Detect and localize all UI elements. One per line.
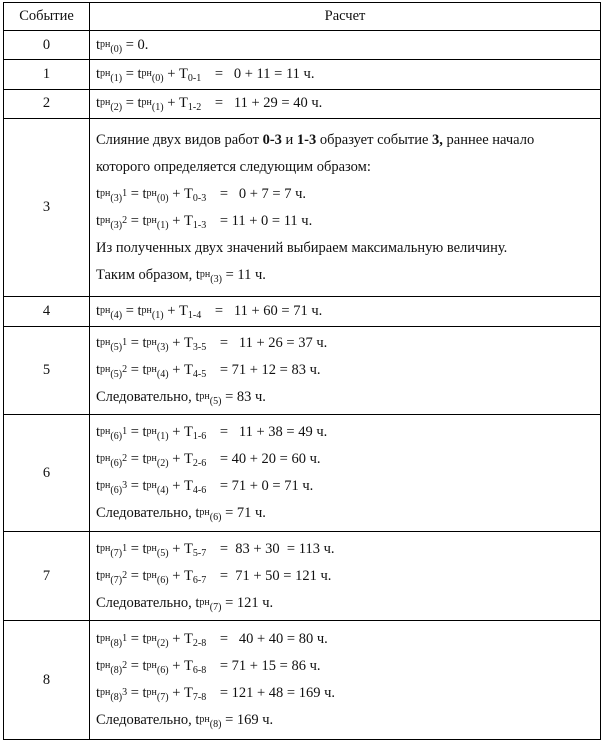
conclusion-line: Следовательно, $t^{рн}_{(7)} = 121$ ч. bbox=[96, 594, 274, 613]
formula-line: $t^{рн}_{(7)}^2 = t^{рн}_{(6)} + T_{6-7} = 71 + 50 = 121$ ч. bbox=[96, 567, 332, 586]
formula-line: $t^{рн}_{(2)} = t^{рн}_{(1)} + T_{1-2} = 11 + 29 = 40$ ч. bbox=[96, 95, 323, 114]
header-calculation: Расчет bbox=[90, 3, 601, 31]
formula-line: $t^{рн}_{(0)} = 0$. bbox=[96, 36, 149, 55]
table-row bbox=[4, 60, 601, 89]
formula-line: $t^{рн}_{(8)}^1 = t^{рн}_{(2)} + T_{2-8} = 40 + 40 = 80$ ч. bbox=[96, 631, 328, 650]
calc-cell bbox=[90, 89, 601, 118]
calculation-table bbox=[3, 2, 601, 740]
table-row bbox=[4, 532, 601, 621]
formula-line: $t^{рн}_{(8)}^2 = t^{рн}_{(6)} + T_{6-8} = 71 + 15 = 86$ ч. bbox=[96, 658, 321, 677]
calc-cell bbox=[90, 621, 601, 740]
event-number: 4 bbox=[4, 297, 90, 326]
conclusion-line: Таким образом, $t^{рн}_{(3)} = 11$ ч. bbox=[96, 266, 266, 285]
event-number: 0 bbox=[4, 31, 90, 60]
formula-line: $t^{рн}_{(3)}^1 = t^{рн}_{(0)} + T_{0-3} = 0 + 7 = 7$ ч. bbox=[96, 185, 307, 204]
event-number: 6 bbox=[4, 414, 90, 531]
formula-line: $t^{рн}_{(8)}^3 = t^{рн}_{(7)} + T_{7-8} = 121 + 48 = 169$ ч. bbox=[96, 685, 336, 704]
conclusion-line: Следовательно, $t^{рн}_{(6)} = 71$ ч. bbox=[96, 505, 266, 524]
conclusion-line: Следовательно, $t^{рн}_{(8)} = 169$ ч. bbox=[96, 712, 274, 731]
calc-cell bbox=[90, 414, 601, 531]
calc-cell bbox=[90, 326, 601, 414]
formula-line: $t^{рн}_{(4)} = t^{рн}_{(1)} + T_{1-4} = 11 + 60 = 71$ ч. bbox=[96, 303, 323, 321]
table-row bbox=[4, 89, 601, 118]
table-row bbox=[4, 31, 601, 60]
conclusion-line: Следовательно, $t^{рн}_{(5)} = 83$ ч. bbox=[96, 388, 266, 407]
intro-line-2: которого определяется следующим образом: bbox=[96, 158, 371, 175]
intro-line: Слияние двух видов работ 0-3 и 1-3 образует событие 3, раннее начало bbox=[96, 131, 535, 148]
calc-cell bbox=[90, 532, 601, 621]
event-number: 8 bbox=[4, 621, 90, 740]
calc-cell bbox=[90, 119, 601, 297]
table-row bbox=[4, 326, 601, 414]
table-row bbox=[4, 621, 601, 740]
table-row bbox=[4, 119, 601, 297]
event-number: 5 bbox=[4, 326, 90, 414]
formula-line: $t^{рн}_{(5)}^1 = t^{рн}_{(3)} + T_{3-5} = 11 + 26 = 37$ ч. bbox=[96, 334, 328, 353]
formula-line: $t^{рн}_{(6)}^1 = t^{рн}_{(1)} + T_{1-6} = 11 + 38 = 49$ ч. bbox=[96, 424, 328, 443]
formula-line: $t^{рн}_{(6)}^3 = t^{рн}_{(4)} + T_{4-6} = 71 + 0 = 71$ ч. bbox=[96, 478, 314, 497]
formula-line: $t^{рн}_{(6)}^2 = t^{рн}_{(2)} + T_{2-6} = 40 + 20 = 60$ ч. bbox=[96, 451, 321, 470]
event-number: 1 bbox=[4, 60, 90, 89]
formula-line: $t^{рн}_{(1)} = t^{рн}_{(0)} + T_{0-1} = 0 + 11 = 11$ ч. bbox=[96, 66, 315, 85]
calc-cell bbox=[90, 297, 601, 326]
calc-cell bbox=[90, 60, 601, 89]
header-event: Событие bbox=[4, 3, 90, 31]
header-row bbox=[4, 3, 601, 31]
choose-line: Из полученных двух значений выбираем максимальную величину. bbox=[96, 239, 508, 256]
formula-line: $t^{рн}_{(3)}^2 = t^{рн}_{(1)} + T_{1-3} = 11 + 0 = 11$ ч. bbox=[96, 212, 313, 231]
calc-cell bbox=[90, 31, 601, 60]
formula-line: $t^{рн}_{(5)}^2 = t^{рн}_{(4)} + T_{4-5} = 71 + 12 = 83$ ч. bbox=[96, 361, 321, 380]
event-number: 3 bbox=[4, 119, 90, 297]
table-row bbox=[4, 297, 601, 326]
event-number: 7 bbox=[4, 532, 90, 621]
formula-line: $t^{рн}_{(7)}^1 = t^{рн}_{(5)} + T_{5-7} = 83 + 30 = 113$ ч. bbox=[96, 540, 335, 559]
table-row bbox=[4, 414, 601, 531]
event-number: 2 bbox=[4, 89, 90, 118]
